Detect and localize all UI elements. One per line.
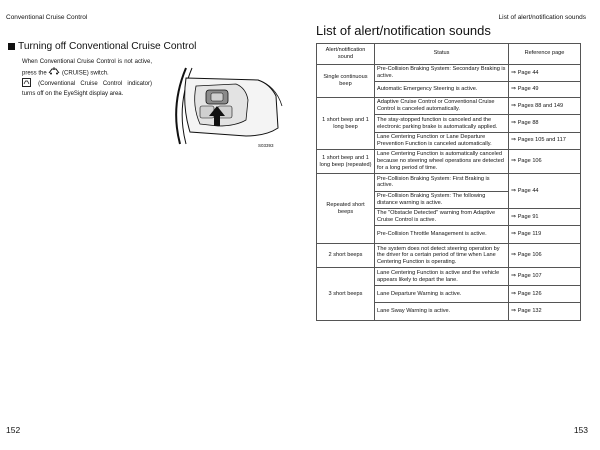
instruction-part-2: (CRUISE) switch.	[62, 70, 109, 77]
reference-cell	[509, 64, 581, 81]
figure-code: S03393	[258, 143, 274, 148]
section-title-text: Turning off Conventional Cruise Control	[18, 41, 197, 52]
arrow-right-icon: ⇒	[511, 86, 518, 93]
table-row	[317, 64, 581, 81]
reference-text: Page 106	[517, 158, 542, 165]
reference-text: Pages 88 and 149	[517, 102, 564, 109]
arrow-right-icon: ⇒	[511, 252, 518, 259]
page-title: List of alert/notification sounds	[316, 23, 491, 38]
reference-cell	[509, 303, 581, 321]
table-header-row	[317, 44, 581, 65]
table-row	[317, 244, 581, 268]
status-cell: The "Obstacle Detected" warning from Adaptive Cruise Control is active.	[375, 208, 509, 225]
reference-text: Page 44	[517, 187, 539, 194]
header-status: Status	[375, 44, 509, 65]
sound-cell: Repeated short beeps	[317, 174, 375, 244]
reference-cell	[509, 82, 581, 98]
table-row	[317, 150, 581, 174]
reference-text: Page 119	[517, 231, 542, 238]
arrow-right-icon: ⇒	[511, 137, 518, 144]
status-cell: Lane Sway Warning is active.	[375, 303, 509, 321]
reference-cell	[509, 226, 581, 244]
reference-cell	[509, 97, 581, 114]
reference-cell	[509, 174, 581, 209]
status-cell: Lane Departure Warning is active.	[375, 285, 509, 303]
status-cell: Adaptive Cruise Control or Conventional Cruise Control is canceled automatically.	[375, 97, 509, 114]
instruction-text	[22, 58, 152, 99]
reference-text: Page 49	[517, 86, 539, 93]
status-cell: The stay-stopped function is canceled and the electronic parking brake is automatically applied.	[375, 115, 509, 132]
status-cell: Pre-Collision Braking System: Secondary Braking is active.	[375, 64, 509, 81]
sound-cell: 2 short beeps	[317, 244, 375, 268]
reference-cell	[509, 150, 581, 174]
table-row	[317, 268, 581, 285]
reference-text: Page 107	[517, 273, 542, 280]
reference-text: Page 44	[517, 69, 539, 76]
reference-cell	[509, 244, 581, 268]
status-cell: Automatic Emergency Steering is active.	[375, 82, 509, 98]
arrow-right-icon: ⇒	[511, 308, 518, 315]
steering-wheel-figure	[166, 66, 288, 146]
sound-cell: 3 short beeps	[317, 268, 375, 321]
running-header-left: Conventional Cruise Control	[6, 14, 88, 21]
alert-sounds-table	[316, 43, 581, 321]
page-number-right: 153	[573, 425, 588, 435]
arrow-right-icon: ⇒	[511, 187, 518, 194]
running-header-right: List of alert/notification sounds	[498, 14, 586, 21]
status-cell: Pre-Collision Braking System: First Braking is active.	[375, 174, 509, 191]
section-square-icon	[8, 43, 15, 50]
cruise-indicator-icon	[22, 78, 31, 87]
reference-cell	[509, 132, 581, 149]
reference-text: Page 132	[517, 308, 542, 315]
reference-text: Pages 105 and 117	[517, 137, 566, 144]
arrow-right-icon: ⇒	[511, 69, 518, 76]
arrow-right-icon: ⇒	[511, 102, 518, 109]
status-cell: Lane Centering Function or Lane Departure Prevention Function is canceled automatically.	[375, 132, 509, 149]
reference-text: Page 126	[517, 290, 542, 297]
reference-cell	[509, 268, 581, 285]
cruise-switch-icon	[48, 67, 60, 79]
status-cell: Pre-Collision Throttle Management is active.	[375, 226, 509, 244]
reference-text: Page 91	[517, 213, 539, 220]
reference-cell	[509, 208, 581, 225]
status-cell: Pre-Collision Braking System: The following distance warning is active.	[375, 191, 509, 208]
sound-cell: 1 short beep and 1 long beep (repeated)	[317, 150, 375, 174]
reference-cell	[509, 115, 581, 132]
arrow-right-icon: ⇒	[511, 273, 518, 280]
instruction-part-3: (Conventional Cruise Control indicator) turns off on the EyeSight display area.	[22, 81, 152, 97]
section-title	[8, 41, 196, 52]
header-reference: Reference page	[509, 44, 581, 65]
arrow-right-icon: ⇒	[511, 231, 518, 238]
reference-text: Page 106	[517, 252, 542, 259]
arrow-right-icon: ⇒	[511, 158, 518, 165]
arrow-right-icon: ⇒	[511, 213, 518, 220]
arrow-right-icon: ⇒	[511, 120, 518, 127]
page-number-left: 152	[6, 425, 21, 435]
instruction-part-1: When Conventional Cruise Control is not active, press the	[22, 59, 152, 77]
status-cell: Lane Centering Function is active and the vehicle appears likely to depart the lane.	[375, 268, 509, 285]
status-cell: Lane Centering Function is automatically canceled because no steering wheel operations are detected for a long period of time.	[375, 150, 509, 174]
sound-cell: 1 short beep and 1 long beep	[317, 97, 375, 149]
reference-cell	[509, 285, 581, 303]
reference-text: Page 88	[517, 120, 539, 127]
table-row	[317, 97, 581, 114]
arrow-right-icon: ⇒	[511, 290, 518, 297]
table-row	[317, 174, 581, 191]
sound-cell: Single continuous beep	[317, 64, 375, 97]
header-sound: Alert/notification sound	[317, 44, 375, 65]
status-cell: The system does not detect steering operation by the driver for a certain period of time when Lane Centering Function is operating.	[375, 244, 509, 268]
